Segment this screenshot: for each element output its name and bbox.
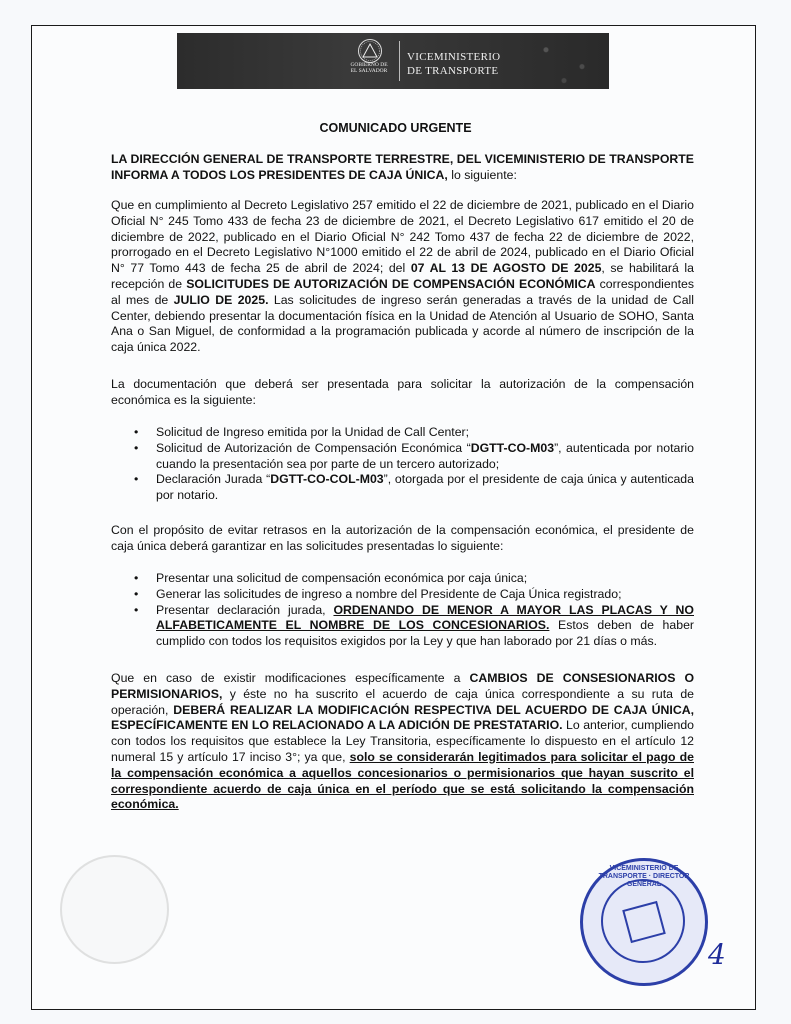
list-item (111, 441, 694, 473)
list1-item1-text: Solicitud de Ingreso emitida por la Unidad de Call Center; (156, 425, 470, 439)
ordering-instruction: ORDENANDO DE MENOR A MAYOR LAS PLACAS Y NO ALFABETICAMENTE EL NOMBRE DE LOS CONCESIONARIOS. (156, 602, 694, 633)
banner-divider (399, 41, 400, 81)
list1-item3-text-2: ”, otorgada por el presidente de caja única y autenticada por notario. (156, 472, 694, 503)
para4-text-3: Lo anterior, cumpliendo con todos los requisitos que establece la Ley Transitoria, específicamente lo dispuesto en el artículo 12 numeral 15 y artículo 17 inciso 3°; ya que, (111, 718, 694, 764)
intro-paragraph (111, 152, 694, 184)
form-code: DGTT-CO-COL-M03 (270, 472, 384, 487)
para4-requirement: DEBERÁ REALIZAR LA MODIFICACIÓN RESPECTIVA DEL ACUERDO DE CAJA ÚNICA, ESPECÍFICAMENTE EN LO RELACIONADO A LA ADICIÓN DE PRESTATARIO. (111, 702, 695, 733)
list1-item3-text-1: Declaración Jurada “ (156, 472, 271, 487)
requirements-list (111, 571, 694, 650)
paragraph-decree (111, 198, 694, 356)
list2-item1-text: Presentar una solicitud de compensación económica por caja única; (156, 571, 528, 585)
para4-text-1: Que en caso de existir modificaciones específicamente a (111, 671, 470, 685)
form-code: DGTT-CO-M03 (470, 440, 555, 455)
paragraph-modifications (111, 671, 694, 813)
list-item (111, 425, 694, 441)
para1-text-3: correspondientes al mes de (111, 276, 694, 307)
para1-request-type: SOLICITUDES DE AUTORIZACIÓN DE COMPENSACIÓN ECONÓMICA (186, 276, 596, 291)
para4-text-2: y éste no ha suscrito el acuerdo de caja única correspondiente a su ruta de operación, (111, 686, 694, 717)
official-seal-icon (580, 858, 708, 986)
seal-text: VICEMINISTERIO DE TRANSPORTE · DIRECTOR GENERAL (598, 865, 690, 888)
ministry-line-2: DE TRANSPORTE (407, 65, 499, 77)
intro-rest: lo siguiente: (447, 167, 517, 182)
intro-bold: LA DIRECCIÓN GENERAL DE TRANSPORTE TERRESTRE, DEL VICEMINISTERIO DE TRANSPORTE INFORMA A TODOS LOS PRESIDENTES DE CAJA ÚNICA, (111, 152, 694, 182)
list1-item2-text-2: ”, autenticada por notario cuando la presentación sea por parte de un tercero autorizado; (156, 440, 694, 471)
list-item (111, 587, 694, 603)
list2-item3-text-1: Presentar declaración jurada, (156, 602, 334, 617)
list-item (111, 603, 694, 650)
ministry-line-1: VICEMINISTERIO (407, 51, 501, 63)
para4-changes: CAMBIOS DE CONSESIONARIOS O PERMISIONARIOS, (111, 671, 695, 701)
handwritten-page-number: 4 (708, 938, 726, 971)
documentation-list (111, 425, 694, 504)
para1-text-1: Que en cumplimiento al Decreto Legislativo 257 emitido el 22 de diciembre de 2021, publicado en el Diario Oficial N° 245 Tomo 433 de fecha 23 de diciembre de 2021, el Decreto Legislativo 617 emitido el 20 de diciembre de 2022, publicado en el Diario Oficial N° 242 Tomo 437 de fecha 22 de diciembre de 2022, prorrogado en el Decreto Legislativo N°1000 emitido el 22 de abril de 2024, publicado en el Diario Oficial N° 77 Tomo 443 de fecha 25 de abril de 2024; del (111, 198, 694, 276)
list2-item3-text-2: Estos deben de haber cumplido con todos los requisitos exigidos por la Ley y que han laborado por 21 días o más. (156, 618, 694, 649)
para1-text-2: , se habilitará la recepción de (111, 261, 694, 291)
para1-dates: 07 AL 13 DE AGOSTO DE 2025 (410, 261, 602, 276)
para1-text-4: Las solicitudes de ingreso serán generadas a través de la unidad de Call Center, debiendo presentar la documentación física en la Unidad de Atención al Usuario de SOHO, Santa Ana o San Miguel, de conformidad a la programación publicada y acorde al número de inscripción de la caja única 2022. (111, 292, 694, 355)
faded-seal-icon (60, 855, 169, 964)
document-title: COMUNICADO URGENTE (319, 121, 472, 135)
ministry-name (407, 50, 500, 78)
list-item (111, 472, 694, 504)
coat-of-arms-icon (358, 39, 382, 63)
list-item (111, 571, 694, 587)
paragraph-documentation: La documentación que deberá ser presentada para solicitar la autorización de la compensación económica es la siguiente: (111, 377, 694, 407)
list2-item2-text: Generar las solicitudes de ingreso a nombre del Presidente de Caja Única registrado; (156, 586, 622, 601)
para1-month: JULIO DE 2025. (173, 292, 269, 307)
banner-stars-decoration (519, 33, 609, 89)
list1-item2-text-1: Solicitud de Autorización de Compensación Económica “ (156, 440, 471, 455)
government-label: GOBIERNO DE EL SALVADOR (350, 62, 388, 74)
header-banner (177, 33, 609, 89)
paragraph-requirements: Con el propósito de evitar retrasos en la autorización de la compensación económica, el presidente de caja única deberá garantizar en las solicitudes presentadas lo siguiente: (111, 523, 694, 553)
para4-legitimacy-note: solo se considerarán legitimados para solicitar el pago de la compensación económica a aquellos concesionarios o permisionarios que hayan suscrito el correspondiente acuerdo de caja única en el período que se está solicitando la compensación económica. (111, 749, 694, 812)
